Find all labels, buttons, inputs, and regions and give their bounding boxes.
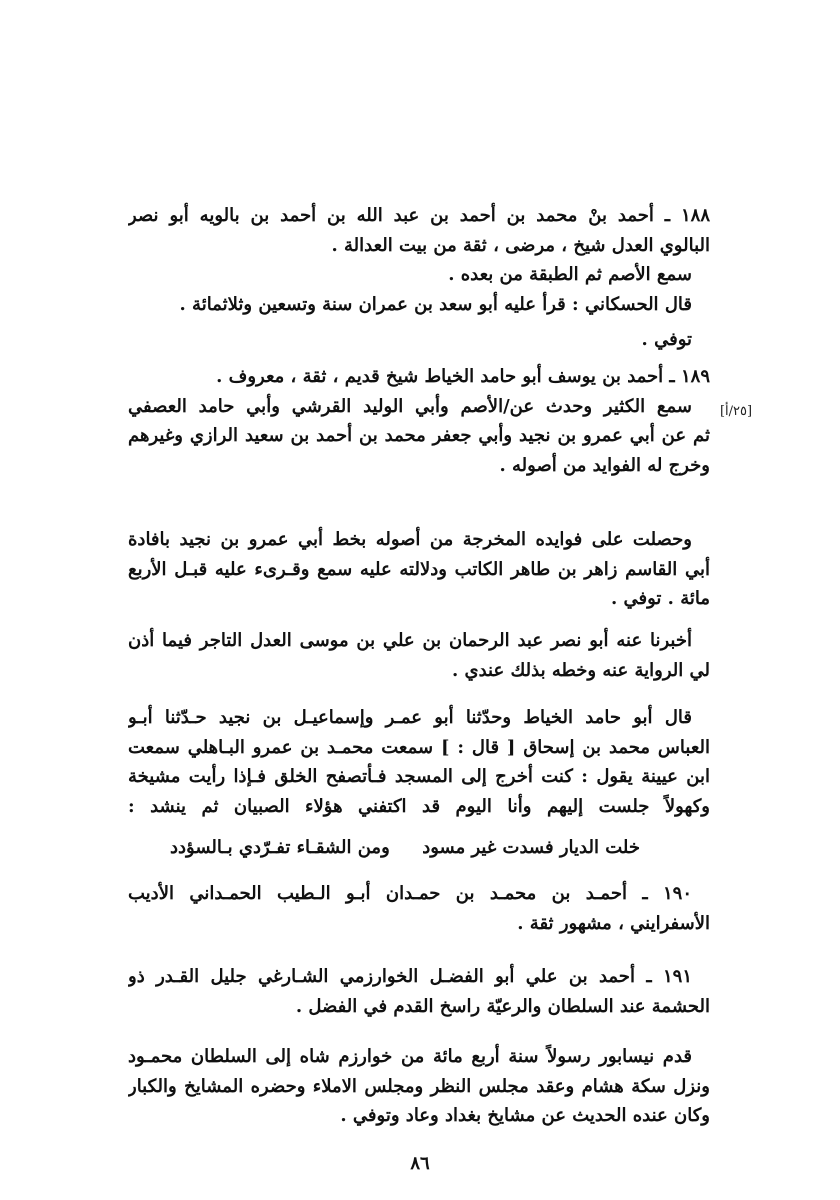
text-line: ١٨٩ ـ أحمد بن يوسف أبو حامد الخياط شيخ قديم ، ثقة ، معروف . — [216, 366, 710, 387]
text-line: وكهولاً جلست إليهم وأنا اليوم قد اكتفني هؤلاء الصبيان ثم ينشد : — [128, 795, 710, 817]
text-line: لي الرواية عنه وخطه بذلك عندي . — [451, 659, 710, 681]
text-line: ١٩١ ـ أحمد بن علي أبو الفضـل الخوارزمي الشـارغي جليل القـدر ذو — [128, 966, 692, 987]
paragraph — [128, 703, 710, 821]
text-line: توفي . — [641, 329, 692, 350]
text-line: وكان عنده الحديث عن مشايخ بغداد وعاد وتوفي . — [340, 1105, 710, 1126]
text-line: ١٨٨ ـ أحمد بنْ محمد بن أحمد بن عبد الله بن أحمد بن بالويه أبو نصر — [128, 205, 710, 226]
verse-second-hemistich: ومن الشقـاء تفـرّدي بـالسؤدد — [170, 837, 390, 858]
text-line: مائة . توفي . — [610, 588, 710, 609]
text-line: قال الحسكاني : قرأ عليه أبو سعد بن عمران سنة وتسعين وثلاثمائة . — [179, 293, 692, 315]
text-line: ثم عن أبي عمرو بن نجيد وأبي جعفر محمد بن أحمد بن سعيد الرازي وغيرهم — [128, 425, 710, 446]
entry-191 — [128, 962, 710, 1021]
text-line: ١٩٠ ـ أحمـد بن محمـد بن حمـدان أبـو الـطيب الحمـداني الأديب — [128, 883, 692, 904]
folio-margin-note: [٢٥/أ] — [719, 404, 753, 419]
text-line: أخبرنا عنه أبو نصر عبد الرحمان بن علي بن موسى العدل التاجر فيما أذن — [128, 630, 692, 651]
text-line: الحشمة عند السلطان والرعيّة راسخ القدم في الفضل . — [295, 995, 710, 1017]
text-line: سمع الأصم ثم الطبقة من بعده . — [448, 264, 692, 285]
text-line: ونزل سكة هشام وعقد مجلس النظر ومجلس الاملاء وحضره المشايخ والكبار — [128, 1075, 710, 1097]
text-line: أبي القاسم زاهر بن طاهر الكاتب ودلالته عليه سمع وقـرىء عليه قبـل الأربع — [128, 558, 710, 580]
paragraph — [128, 525, 710, 614]
entry-188 — [128, 201, 710, 355]
text-line: الأسفرايني ، مشهور ثقة . — [517, 912, 710, 934]
text-line: ابن عيينة يقول : كنت أخرج إلى المسجد فـأتصفح الخلق فـإذا رأيت مشيخة — [128, 766, 710, 787]
page-number: ٨٦ — [410, 1153, 430, 1174]
entry-189 — [128, 362, 710, 480]
entry-190 — [128, 879, 710, 938]
text-line: وخرج له الفوايد من أصوله . — [499, 454, 710, 476]
verse-first-hemistich: خلت الديار فسدت غير مسود — [422, 837, 640, 858]
paragraph — [128, 626, 710, 685]
text-line: العباس محمد بن إسحاق [ قال : ] سمعت محمـد بن عمرو البـاهلي سمعت — [128, 736, 710, 758]
paragraph — [128, 1042, 710, 1131]
text-line: قدم نيسابور رسولاً سنة أربع مائة من خوارزم شاه إلى السلطان محمـود — [128, 1046, 692, 1067]
text-line: البالوي العدل شيخ ، مرضى ، ثقة من بيت العدالة . — [331, 234, 710, 256]
text-line: قال أبو حامد الخياط وحدّثنا أبو عمـر وإسماعيـل بن نجيد حـدّثنا أبـو — [128, 707, 693, 728]
text-line: وحصلت على فوايده المخرجة من أصوله بخط أبي عمرو بن نجيد بافادة — [128, 529, 692, 550]
text-line: سمع الكثير وحدث عن/الأصم وأبي الوليد القرشي وأبي حامد العصفي — [128, 395, 692, 417]
